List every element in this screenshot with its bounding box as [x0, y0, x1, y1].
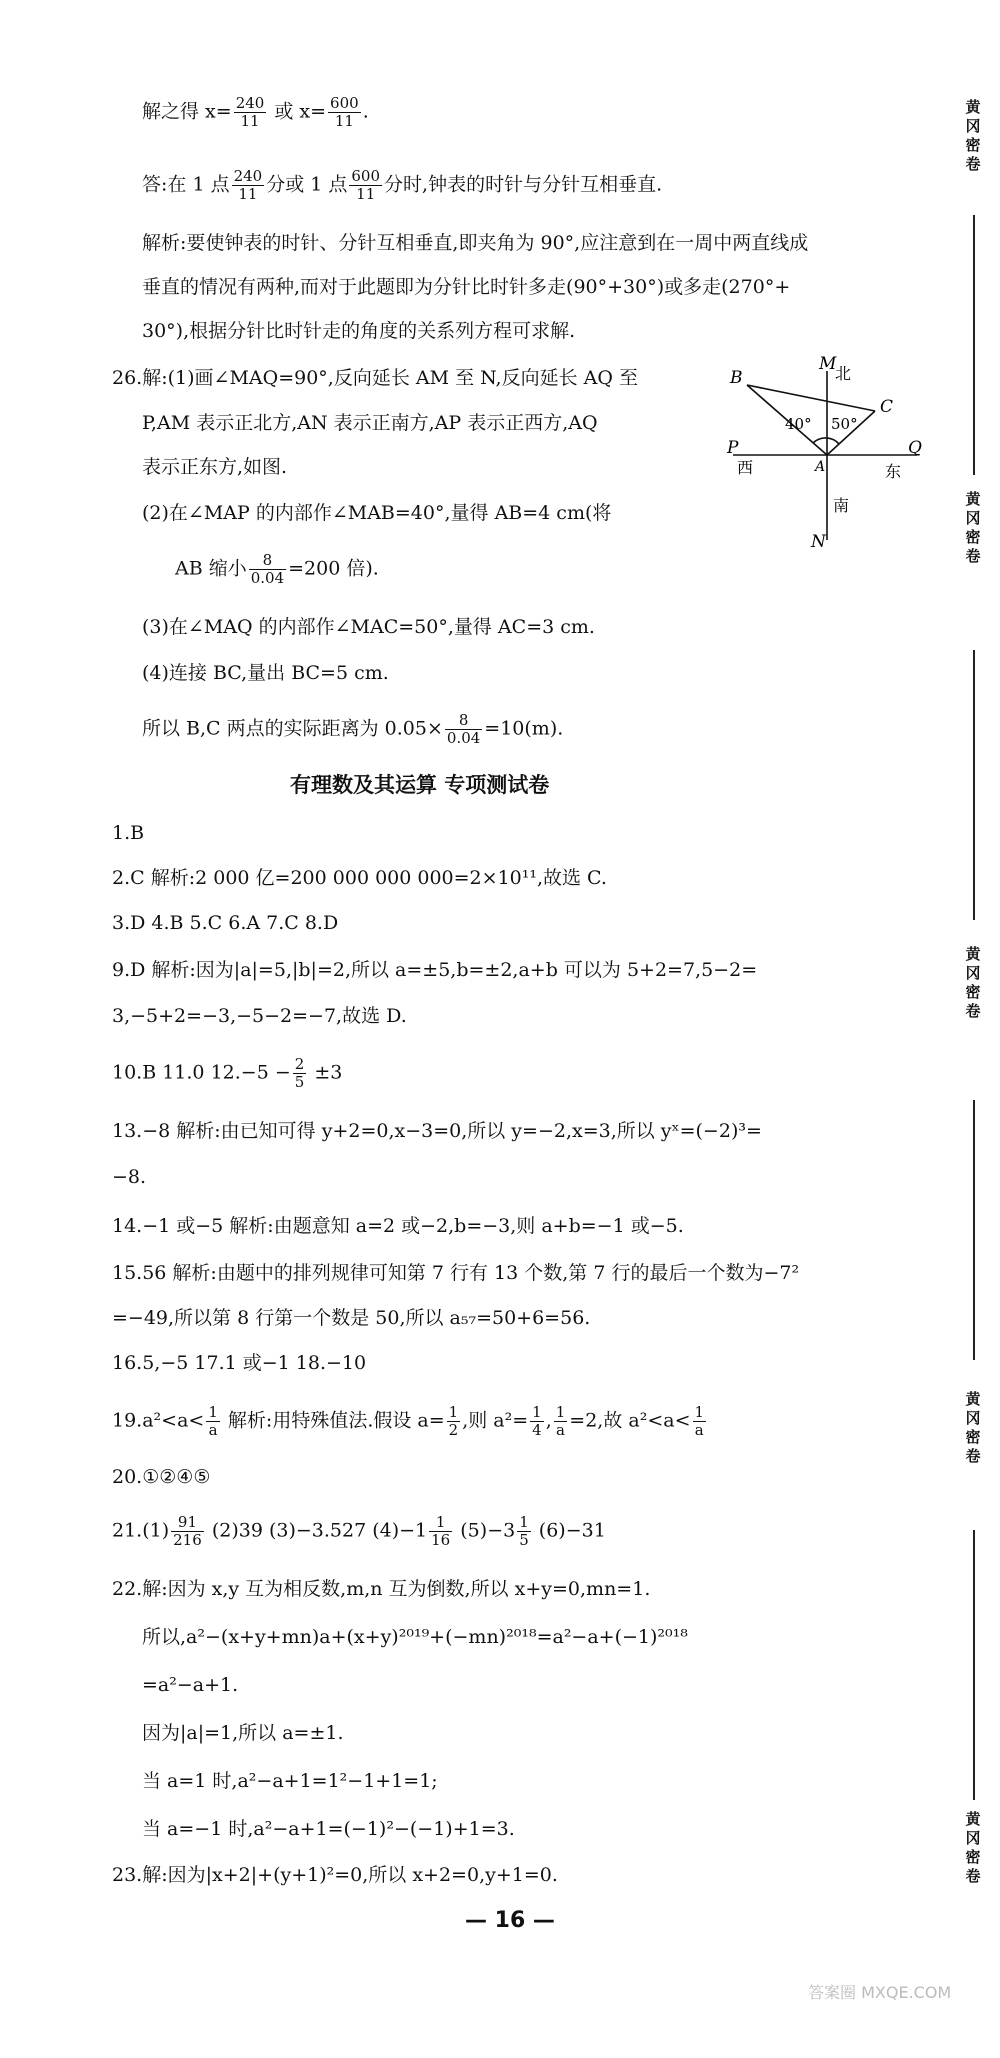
direction-diagram — [725, 355, 925, 565]
question-26-line: (4)连接 BC,量出 BC=5 cm. — [142, 662, 389, 684]
fraction: $\frac{600}{11}$ — [351, 167, 381, 203]
answer-line: =a²−a+1. — [142, 1674, 239, 1696]
answer-line: 3,−5+2=−3,−5−2=−7,故选 D. — [112, 1005, 407, 1027]
label-C: C — [880, 397, 894, 417]
angle-arc — [813, 438, 839, 444]
sidebar-rule — [973, 1100, 975, 1360]
question-26-line: 表示正东方,如图. — [142, 456, 288, 478]
label-B: B — [730, 368, 743, 388]
fraction: $\frac{91}{216}$ — [173, 1513, 202, 1549]
label-M: M — [819, 355, 837, 374]
analysis-line: 30°),根据分针比时针走的角度的关系列方程可求解. — [142, 320, 576, 342]
answer-line: 3.D 4.B 5.C 6.A 7.C 8.D — [112, 912, 339, 934]
fraction: $\frac{1}{2}$ — [448, 1403, 459, 1439]
answer-line: 21.(1) $\frac{91}{216}$ (2)39 (3)−3.527 (4)−1 $\frac{1}{16}$ (5)−3 $\frac{1}{5}$ (6)−31 — [112, 1513, 606, 1549]
fraction: $\frac{1}{a}$ — [694, 1403, 705, 1439]
fraction: $\frac{8}{0.04}$ — [250, 551, 285, 587]
question-26-line: AB 缩小 $\frac{8}{0.04}$ =200 倍). — [175, 551, 379, 587]
sidebar-label: 黄冈密卷 — [965, 490, 981, 565]
fraction: $\frac{1}{5}$ — [519, 1513, 529, 1549]
answer-line: 22.解:因为 x,y 互为相反数,m,n 互为倒数,所以 x+y=0,mn=1. — [112, 1578, 651, 1600]
label-east: 东 — [885, 462, 902, 481]
label-Q: Q — [908, 438, 922, 458]
answer-line: 当 a=−1 时,a²−a+1=(−1)²−(−1)+1=3. — [142, 1818, 515, 1840]
label-P: P — [727, 438, 739, 458]
question-26-line: P,AM 表示正北方,AN 表示正南方,AP 表示正西方,AQ — [142, 412, 598, 434]
label-angle-40: 40° — [785, 415, 812, 433]
segment-BC — [747, 385, 875, 411]
answer-line: 2.C 解析:2 000 亿=200 000 000 000=2×10¹¹,故选 C. — [112, 867, 607, 889]
label-west: 西 — [737, 458, 754, 477]
answer-line: =−49,所以第 8 行第一个数是 50,所以 a₅₇=50+6=56. — [112, 1307, 591, 1329]
sidebar-rule — [973, 650, 975, 920]
section-title: 有理数及其运算 专项测试卷 — [290, 773, 550, 797]
analysis-line: 垂直的情况有两种,而对于此题即为分针比时针多走(90°+30°)或多走(270°+ — [142, 276, 791, 298]
watermark: 答案圈 MXQE.COM — [808, 1983, 952, 2002]
answer-line: 14.−1 或−5 解析:由题意知 a=2 或−2,b=−3,则 a+b=−1 或−5. — [112, 1215, 684, 1237]
answer-line: 16.5,−5 17.1 或−1 18.−10 — [112, 1352, 367, 1374]
page-number: — 16 — — [465, 1908, 555, 1933]
solution-line: 解之得 x= $\frac{240}{11}$ 或 x= $\frac{600}{11}$ . — [142, 94, 369, 130]
fraction: $\frac{1}{4}$ — [532, 1403, 542, 1439]
fraction: $\frac{1}{a}$ — [208, 1403, 218, 1439]
fraction: $\frac{8}{0.04}$ — [446, 711, 481, 747]
sidebar-label: 黄冈密卷 — [965, 1810, 981, 1885]
analysis-line: 解析:要使钟表的时针、分针互相垂直,即夹角为 90°,应注意到在一周中两直线成 — [142, 232, 809, 254]
fraction: $\frac{600}{11}$ — [330, 94, 359, 130]
fraction: $\frac{1}{a}$ — [555, 1403, 566, 1439]
question-26-line: (3)在∠MAQ 的内部作∠MAC=50°,量得 AC=3 cm. — [142, 616, 595, 638]
answer-line: 20.①②④⑤ — [112, 1466, 211, 1488]
sidebar-rule — [973, 215, 975, 475]
sidebar-rule — [973, 1530, 975, 1800]
label-north: 北 — [835, 364, 852, 383]
label-angle-50: 50° — [831, 415, 858, 433]
answer-line: 因为|a|=1,所以 a=±1. — [142, 1722, 344, 1744]
answer-line: 当 a=1 时,a²−a+1=1²−1+1=1; — [142, 1770, 438, 1792]
fraction: $\frac{1}{16}$ — [431, 1513, 451, 1549]
sidebar-label: 黄冈密卷 — [965, 1390, 981, 1465]
answer-line: 1.B — [112, 822, 145, 844]
sidebar-label: 黄冈密卷 — [965, 98, 981, 173]
question-26-line: (2)在∠MAP 的内部作∠MAB=40°,量得 AB=4 cm(将 — [142, 502, 612, 524]
answer-line: 15.56 解析:由题中的排列规律可知第 7 行有 13 个数,第 7 行的最后一个数为−7² — [112, 1262, 800, 1284]
answer-line: 所以,a²−(x+y+mn)a+(x+y)²⁰¹⁹+(−mn)²⁰¹⁸=a²−a+(−1)²⁰¹⁸ — [142, 1626, 688, 1648]
answer-line: −8. — [112, 1166, 147, 1188]
fraction: $\frac{2}{5}$ — [294, 1055, 305, 1091]
fraction: $\frac{240}{11}$ — [235, 94, 265, 130]
label-N: N — [811, 532, 826, 552]
question-26-line: 所以 B,C 两点的实际距离为 0.05× $\frac{8}{0.04}$ =10(m). — [142, 711, 564, 747]
label-south: 南 — [833, 496, 850, 515]
sidebar-label: 黄冈密卷 — [965, 945, 981, 1020]
answer-line: 13.−8 解析:由已知可得 y+2=0,x−3=0,所以 y=−2,x=3,所以 yˣ=(−2)³= — [112, 1120, 762, 1142]
answer-line: 10.B 11.0 12.−5 − $\frac{2}{5}$ ±3 — [112, 1055, 343, 1091]
fraction: $\frac{240}{11}$ — [233, 167, 263, 203]
answer-line: 23.解:因为|x+2|+(y+1)²=0,所以 x+2=0,y+1=0. — [112, 1864, 558, 1886]
answer-line: 19.a²<a< $\frac{1}{a}$ 解析:用特殊值法.假设 a= $\frac{1}{2}$ ,则 a²= $\frac{1}{4}$ , $\frac{1}{a}$ =2,故 a²<a< $\frac{1}{a}$ — [112, 1403, 705, 1439]
label-A: A — [815, 459, 826, 475]
answer-line: 9.D 解析:因为|a|=5,|b|=2,所以 a=±5,b=±2,a+b 可以为 5+2=7,5−2= — [112, 959, 758, 981]
answer-line: 答:在 1 点 $\frac{240}{11}$ 分或 1 点 $\frac{600}{11}$ 分时,钟表的时针与分针互相垂直. — [142, 167, 663, 203]
question-26-line: 26.解:(1)画∠MAQ=90°,反向延长 AM 至 N,反向延长 AQ 至 — [112, 367, 638, 389]
